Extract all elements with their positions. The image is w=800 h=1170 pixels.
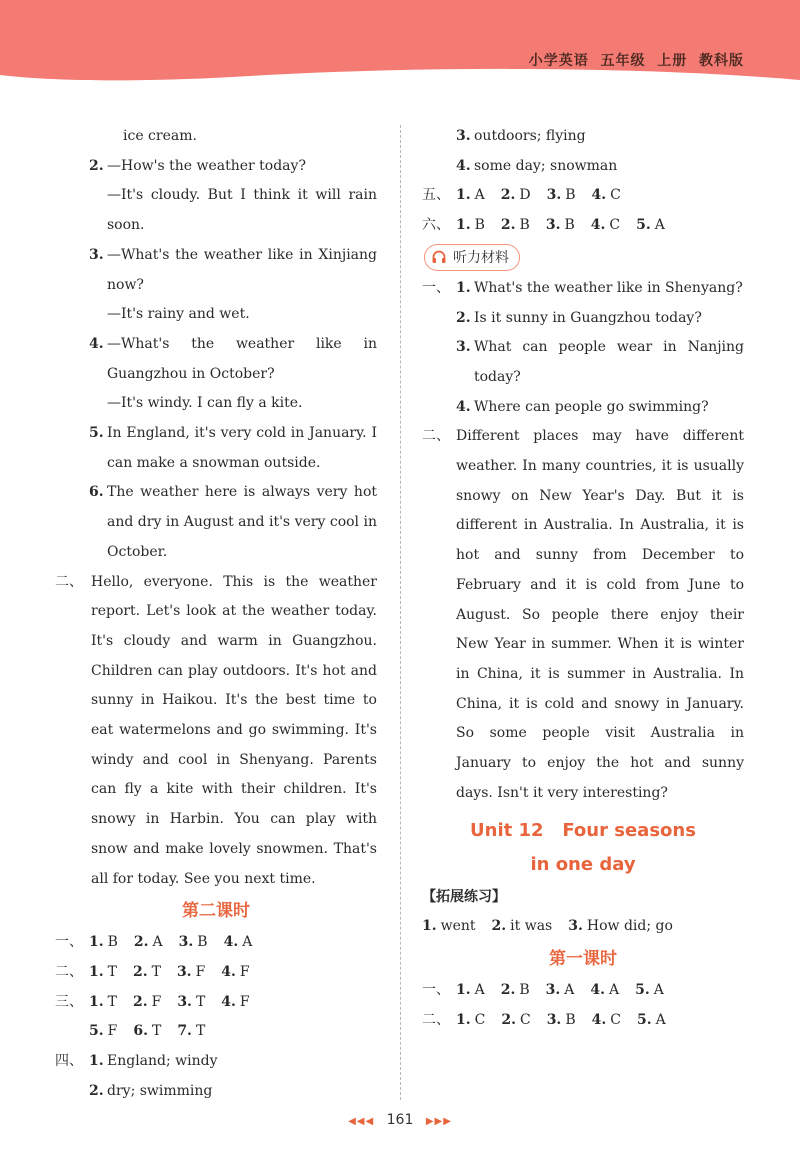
page-footer <box>0 1112 800 1128</box>
answer-value: B <box>474 217 485 234</box>
answer-value: T <box>107 993 117 1010</box>
section-number: 四、 <box>55 1053 83 1070</box>
answer-item: 2. —How's the weather today? <box>55 152 377 182</box>
answer-value: B <box>197 934 208 951</box>
listening-material-tag <box>424 244 520 271</box>
answer-row <box>55 958 377 988</box>
section-number: 一、 <box>422 982 450 999</box>
listening-passage: 二、 Different places may have different weather. In many countries, it is usually snowy on New Year's Day. But it is different in Australia. In Australia, it is hot and sunny from December to February and it is cold from June to August. So people there enjoy their New Year in summer. When it is winter in China, it is summer in Australia. In China, it is cold and snowy in January. So some people visit Australia in January to enjoy the hot and sunny days. Isn't it very interesting? <box>422 422 744 808</box>
answer-value: How did; go <box>586 918 673 935</box>
header-band <box>0 0 800 92</box>
item-number: 2. <box>500 187 516 204</box>
answer-value: F <box>195 963 206 980</box>
section-number: 三、 <box>55 993 83 1010</box>
item-number: 4. <box>591 1011 607 1028</box>
answer-row <box>422 181 744 211</box>
answer-row <box>422 912 744 942</box>
item-number: 1. <box>456 187 471 204</box>
answer-value: A <box>653 982 664 999</box>
listening-item: 一、 1. What's the weather like in Shenyang? <box>422 274 744 304</box>
answer-row <box>422 1006 744 1036</box>
item-number: 2. <box>133 934 149 951</box>
listening-item: 4. Where can people go swimming? <box>422 393 744 423</box>
answer-value: T <box>107 963 117 980</box>
answer-text: —It's windy. I can fly a kite. <box>107 395 303 412</box>
item-number: 2. <box>89 1082 104 1099</box>
item-number: 4. <box>221 963 236 980</box>
answer-value: F <box>107 1023 118 1040</box>
item-number: 1. <box>456 1011 471 1028</box>
answer-value: A <box>242 934 253 951</box>
answer-value: B <box>107 934 118 951</box>
answer-value: A <box>564 982 575 999</box>
answer-item: 4. some day; snowman <box>422 152 744 182</box>
answer-value: A <box>655 1011 666 1028</box>
answer-value: C <box>474 1011 486 1028</box>
section-number: 二、 <box>422 428 450 445</box>
item-number: 2. <box>89 157 104 174</box>
lesson-heading: 第二课时 <box>182 901 250 922</box>
answer-value: A <box>609 982 620 999</box>
item-number: 1. <box>89 993 104 1010</box>
item-number: 3. <box>545 982 561 999</box>
column-divider <box>400 125 401 1100</box>
answer-rows <box>422 976 744 1035</box>
answer-value: A <box>654 217 665 234</box>
answer-text: —It's rainy and wet. <box>107 306 250 323</box>
headphones-icon <box>431 249 447 265</box>
item-number: 4. <box>456 398 471 415</box>
answer-value: it was <box>510 918 553 935</box>
answer-row <box>55 988 377 1018</box>
item-number: 3. <box>568 918 583 935</box>
item-number: 6. <box>89 484 104 501</box>
item-number: 3. <box>545 217 561 234</box>
item-number: 1. <box>456 217 471 234</box>
item-number: 5. <box>636 217 651 234</box>
item-number: 4. <box>221 993 236 1010</box>
answer-value: B <box>519 982 530 999</box>
section-number: 二、 <box>55 963 83 980</box>
item-number: 3. <box>178 934 194 951</box>
listening-passage: 二、 Hello, everyone. This is the weather report. Let's look at the weather today. It's cloudy and warm in Guangzhou. Children can play outdoors. It's hot and sunny in Haikou. It's the best time to eat watermelons and go swimming. It's windy and cool in Shenyang. Parents can fly a kite with their children. It's snowy in Harbin. You can play with snow and make lovely snowmen. That's all for today. See you next time. <box>55 568 377 895</box>
answer-value: went <box>440 918 476 935</box>
item-number: 3. <box>546 187 562 204</box>
item-number: 2. <box>132 993 148 1010</box>
answer-value: C <box>609 217 621 234</box>
item-number: 3. <box>177 993 192 1010</box>
answer-value: A <box>152 934 163 951</box>
answer-value: F <box>151 993 162 1010</box>
answer-row <box>422 211 744 241</box>
section-number: 一、 <box>55 934 83 951</box>
section-number: 二、 <box>422 1011 450 1028</box>
answer-value: A <box>474 982 485 999</box>
item-number: 2. <box>456 309 471 326</box>
item-number: 2. <box>500 217 516 234</box>
item-number: 3. <box>176 963 192 980</box>
answer-row <box>55 928 377 958</box>
item-number: 2. <box>132 963 148 980</box>
item-number: 4. <box>590 217 606 234</box>
answer-value: D <box>519 187 531 204</box>
answer-item: 四、 1. England; windy <box>55 1047 377 1077</box>
answer-value: T <box>151 1023 162 1040</box>
item-number: 5. <box>89 425 104 442</box>
answer-item: 6. The weather here is always very hot and dry in August and it's very cool in October. <box>55 478 377 567</box>
extension-practice-title: 【拓展练习】 <box>422 889 506 906</box>
item-number: 3. <box>546 1011 562 1028</box>
answer-value: C <box>610 187 621 204</box>
item-number: 4. <box>223 934 239 951</box>
answer-value: C <box>519 1011 531 1028</box>
item-number: 1. <box>422 918 437 935</box>
answer-rows <box>55 928 377 1047</box>
left-column <box>55 122 377 1107</box>
right-arrows-icon: ▶▶▶ <box>425 1116 452 1127</box>
item-number: 4. <box>591 187 607 204</box>
answer-value: F <box>239 963 250 980</box>
section-number: 六、 <box>422 217 450 234</box>
answer-row <box>55 1017 377 1047</box>
item-number: 1. <box>89 934 104 951</box>
answer-item: 3. outdoors; flying <box>422 122 744 152</box>
answer-text: —It's cloudy. But I think it will rain soon. <box>107 187 377 234</box>
item-number: 6. <box>133 1023 148 1040</box>
unit-title: Unit 12 Four seasons in one day <box>470 820 696 876</box>
answer-value: T <box>195 1023 206 1040</box>
listening-item: 3. What can people wear in Nanjing today? <box>422 333 744 392</box>
item-number: 2. <box>491 918 507 935</box>
answer-item: 3. —What's the weather like in Xinjiang now? <box>55 241 377 300</box>
answer-value: F <box>239 993 250 1010</box>
answer-item: 2. dry; swimming <box>55 1077 377 1107</box>
answer-value: B <box>519 217 530 234</box>
answer-value: A <box>474 187 485 204</box>
answer-item: 4. —What's the weather like in Guangzhou in October? <box>55 330 377 389</box>
answer-text: ice cream. <box>123 128 197 144</box>
item-number: 5. <box>635 982 650 999</box>
listening-label: 听力材料 <box>453 250 509 267</box>
answer-value: C <box>610 1011 621 1028</box>
item-number: 2. <box>501 1011 516 1028</box>
item-number: 4. <box>456 157 471 174</box>
item-number: 4. <box>89 335 104 352</box>
section-number: 五、 <box>422 187 450 204</box>
item-number: 1. <box>89 963 104 980</box>
item-number: 1. <box>456 279 471 296</box>
item-number: 5. <box>89 1023 104 1040</box>
item-number: 3. <box>456 128 471 144</box>
item-number: 2. <box>500 982 516 999</box>
item-number: 5. <box>636 1011 652 1028</box>
left-arrows-icon: ◀◀◀ <box>348 1116 375 1127</box>
answer-item: 5. In England, it's very cold in January. I can make a snowman outside. <box>55 419 377 478</box>
answer-value: B <box>565 1011 576 1028</box>
right-column <box>422 122 744 1036</box>
listening-item: 2. Is it sunny in Guangzhou today? <box>422 304 744 334</box>
section-number: 二、 <box>55 573 83 590</box>
lesson-heading: 第一课时 <box>549 949 617 970</box>
item-number: 1. <box>456 982 471 999</box>
item-number: 4. <box>590 982 606 999</box>
answer-rows <box>422 181 744 240</box>
item-number: 3. <box>456 339 471 356</box>
answer-value: B <box>565 187 576 204</box>
page-number: 161 <box>386 1112 414 1128</box>
header-title: 小学英语 五年级 上册 教科版 <box>528 53 744 69</box>
item-number: 1. <box>89 1053 104 1070</box>
section-number: 一、 <box>422 279 450 296</box>
item-number: 7. <box>177 1023 192 1040</box>
answer-value: T <box>195 993 206 1010</box>
answer-row <box>422 976 744 1006</box>
answer-value: B <box>564 217 575 234</box>
answer-value: T <box>151 963 161 980</box>
item-number: 3. <box>89 246 104 263</box>
